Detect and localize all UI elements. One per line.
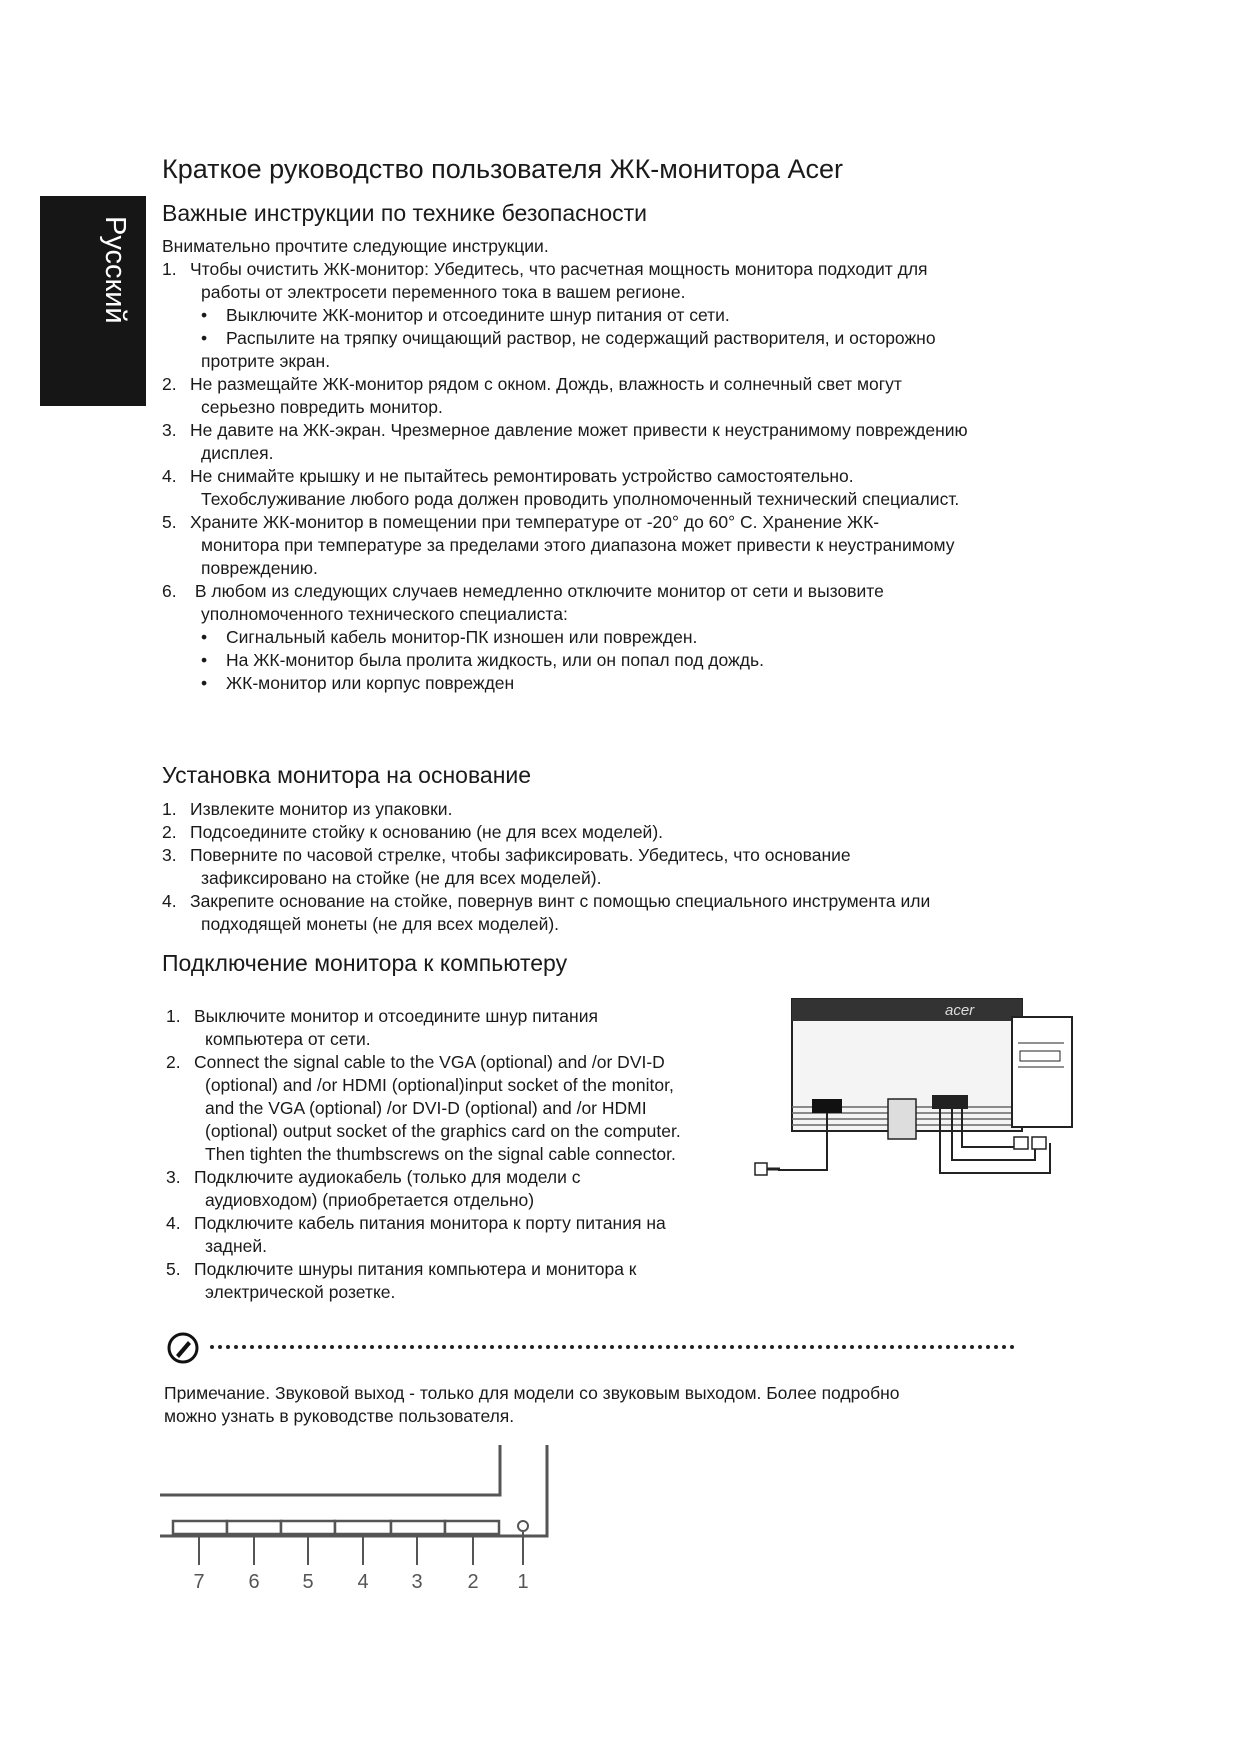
list-item: 4. Подключите кабель питания монитора к порту питания на (166, 1213, 666, 1233)
wall-plug-icon (755, 1163, 780, 1175)
stand-neck (888, 1099, 916, 1139)
button-label-5: 5 (302, 1571, 314, 1593)
language-tab-label: Русский (99, 216, 131, 324)
button-label-4: 4 (357, 1571, 369, 1593)
list-item-continuation: повреждению. (201, 558, 318, 578)
page-title: Краткое руководство пользователя ЖК-монитора Acer (162, 154, 843, 184)
list-item: 3. Подключите аудиокабель (только для модели с (166, 1167, 581, 1187)
list-item: 2. Подсоедините стойку к основанию (не для всех моделей). (162, 822, 664, 842)
list-item: 3. Поверните по часовой стрелке, чтобы зафиксировать. Убедитесь, что основание (162, 845, 851, 865)
connect-heading: Подключение монитора к компьютеру (162, 950, 568, 976)
bullet-item: • Выключите ЖК-монитор и отсоедините шнур питания от сети. (201, 305, 730, 325)
list-item-continuation: электрической розетке. (205, 1282, 396, 1302)
bullet-item: • Распылите на тряпку очищающий раствор, не содержащий растворителя, и осторожно (201, 328, 936, 348)
button-label-1: 1 (517, 1571, 529, 1593)
list-item-continuation: серьезно повредить монитор. (201, 397, 443, 417)
stand-list (162, 798, 930, 936)
list-item: 1. Извлеките монитор из упаковки. (162, 799, 453, 819)
connection-diagram (750, 995, 1080, 1210)
list-item-continuation: уполномоченного технического специалиста: (201, 604, 568, 624)
power-indicator (518, 1521, 528, 1531)
list-item: 2. Не размещайте ЖК-монитор рядом с окном. Дождь, влажность и солнечный свет могут (162, 374, 902, 394)
list-item: 2. Connect the signal cable to the VGA (optional) and /or DVI-D (166, 1052, 665, 1072)
list-item: 6. В любом из следующих случаев немедленно отключите монитор от сети и вызовите (162, 581, 884, 601)
list-item-continuation: and the VGA (optional) /or DVI-D (optional) and /or HDMI (205, 1098, 647, 1118)
note-divider (210, 1345, 1015, 1349)
button-label-6: 6 (248, 1571, 260, 1593)
safety-list (162, 258, 968, 695)
safety-intro: Внимательно прочтите следующие инструкции. (162, 236, 549, 256)
list-item-continuation: задней. (205, 1236, 268, 1256)
list-item-continuation: (optional) and /or HDMI (optional)input socket of the monitor, (205, 1075, 674, 1095)
list-item-continuation: монитора при температуре за пределами этого диапазона может привести к неустранимому (201, 535, 955, 555)
button-label-3: 3 (411, 1571, 423, 1593)
list-item-continuation: Then tighten the thumbscrews on the signal cable connector. (205, 1144, 676, 1164)
video-ports (932, 1095, 968, 1109)
list-item-continuation: аудиовходом) (приобретается отдельно) (205, 1190, 535, 1210)
stand-heading: Установка монитора на основание (162, 762, 532, 788)
list-item: 5. Подключите шнуры питания компьютера и монитора к (166, 1259, 637, 1279)
connect-list (166, 1005, 681, 1304)
note-line: Примечание. Звуковой выход - только для модели со звуковым выходом. Более подробно (164, 1383, 900, 1403)
list-item-continuation: Техобслуживание любого рода должен проводить уполномоченный технический специалист. (201, 489, 960, 509)
note-line: можно узнать в руководстве пользователя. (164, 1406, 515, 1426)
button-strip (173, 1521, 499, 1534)
pc-ports (1014, 1137, 1046, 1149)
list-item-continuation: дисплея. (201, 443, 274, 463)
button-label-7: 7 (193, 1571, 205, 1593)
safety-heading: Важные инструкции по технике безопасности (162, 200, 648, 226)
acer-logo: acer (945, 1002, 975, 1019)
list-item-continuation: (optional) output socket of the graphics card on the computer. (205, 1121, 681, 1141)
list-item-continuation: подходящей монеты (не для всех моделей). (201, 914, 560, 934)
language-tab (40, 196, 146, 406)
bullet-item: • Сигнальный кабель монитор-ПК изношен или поврежден. (201, 627, 698, 647)
power-port (812, 1099, 842, 1113)
pc-tower (1012, 1017, 1072, 1127)
list-item: 1. Выключите монитор и отсоедините шнур питания (166, 1006, 598, 1026)
list-item-continuation: протрите экран. (201, 351, 331, 371)
list-item-continuation: зафиксировано на стойке (не для всех моделей). (201, 868, 602, 888)
bullet-item: • ЖК-монитор или корпус поврежден (201, 673, 515, 693)
list-item: 5. Храните ЖК-монитор в помещении при температуре от -20° до 60° C. Хранение ЖК- (162, 512, 880, 532)
button-label-2: 2 (467, 1571, 479, 1593)
list-item: 4. Закрепите основание на стойке, повернув винт с помощью специального инструмента или (162, 891, 931, 911)
front-buttons-diagram (155, 1440, 555, 1600)
list-item: 3. Не давите на ЖК-экран. Чрезмерное давление может привести к неустранимому повреждению (162, 420, 968, 440)
list-item: 4. Не снимайте крышку и не пытайтесь ремонтировать устройство самостоятельно. (162, 466, 854, 486)
list-item-continuation: работы от электросети переменного тока в вашем регионе. (201, 282, 686, 302)
bullet-item: • На ЖК-монитор была пролита жидкость, или он попал под дождь. (201, 650, 764, 670)
list-item: 1. Чтобы очистить ЖК-монитор: Убедитесь, что расчетная мощность монитора подходит для (162, 259, 928, 279)
list-item-continuation: компьютера от сети. (205, 1029, 371, 1049)
note-icon (166, 1331, 200, 1365)
